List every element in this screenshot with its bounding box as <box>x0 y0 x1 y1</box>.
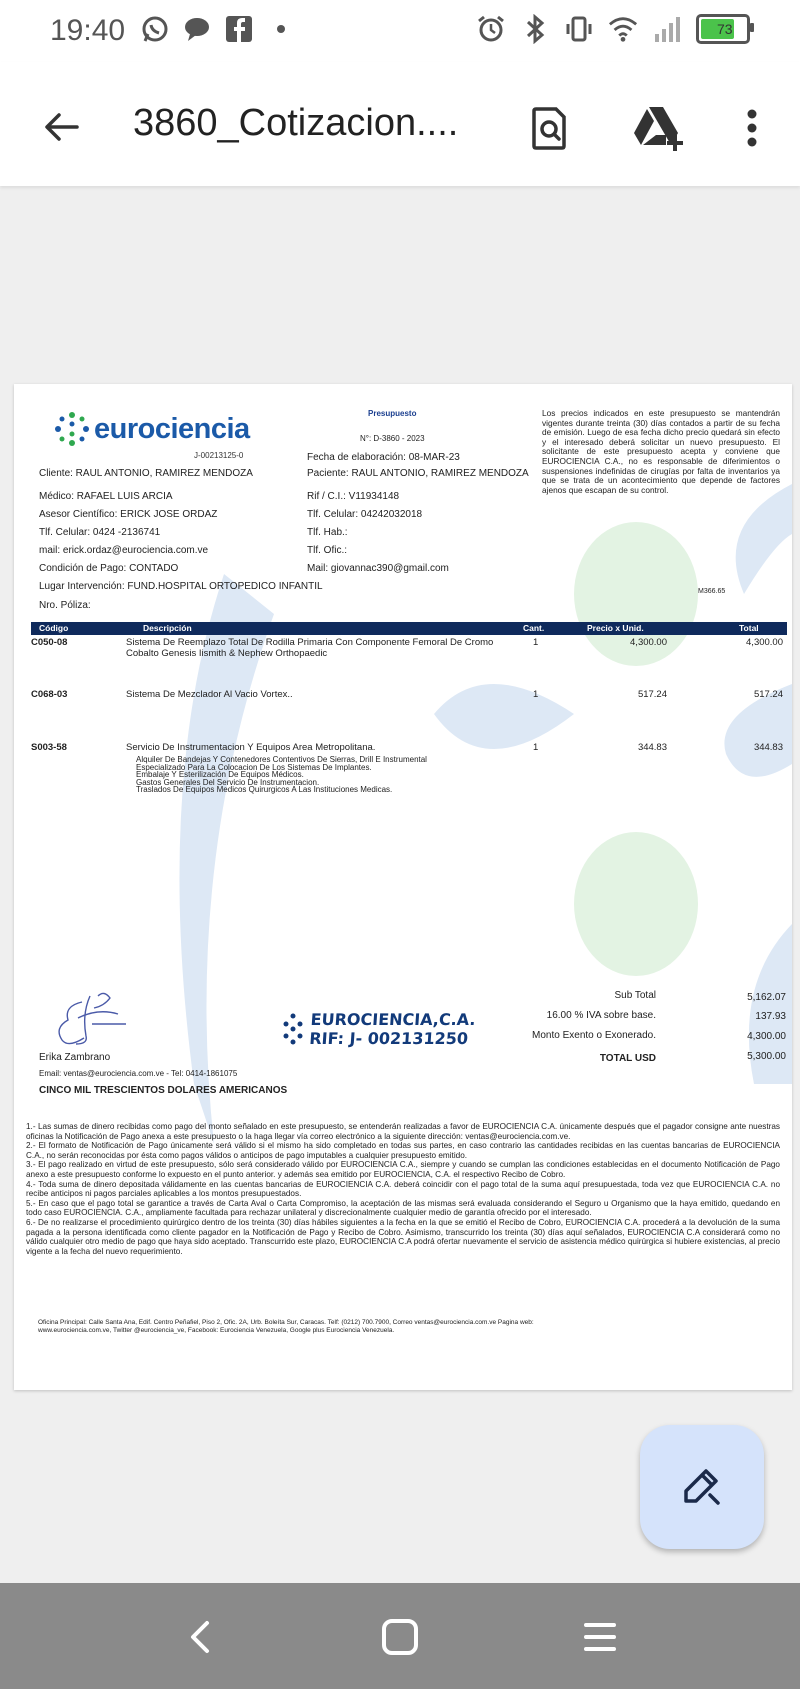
document-search-icon <box>530 106 570 150</box>
term-item: 2.- El formato de Notificación de Pago únicamente será válido si el mismo ha sido completado en todas sus partes, en caso contrario las cantidades recibidas en las cuentas bancarias de EUROCIENCIA C.A., no serán reconocidas por ésta como pagos válidos o anticipos de pago imputables a cualquier presupuesto emitido. <box>26 1141 780 1160</box>
menu-lines-icon <box>580 1619 620 1655</box>
company-logo <box>54 411 250 447</box>
subtotal-label: Sub Total <box>614 990 656 1001</box>
footer-address: Oficina Principal: Calle Santa Ana, Edif. Centro Peñafiel, Piso 2, Ofic. 2A, Urb. Boleíta Sur, Caracas. Telf: (0212) 700.7900, Correo ventas@eurociencia.com.ve Pagina web: www.eurociencia.com.ve, Twitter @eurociencia_ve, Facebook: Eurociencia Venezuela, Google plus Eurociencia Venezuela. <box>38 1319 534 1334</box>
table-row <box>31 637 787 667</box>
total-label: TOTAL USD <box>599 1053 656 1064</box>
search-document-button[interactable] <box>522 100 578 156</box>
signal-icon <box>652 14 682 44</box>
subtotal-value: 5,162.07 <box>747 992 786 1003</box>
alarm-icon <box>476 14 506 44</box>
iva-label: 16.00 % IVA sobre base. <box>546 1010 656 1021</box>
pen-edit-icon <box>680 1465 724 1509</box>
budget-heading: Presupuesto <box>368 409 417 418</box>
row-code: C050-08 <box>31 637 68 648</box>
advisor-email: mail: erick.ordaz@eurociencia.com.ve <box>39 545 209 556</box>
facebook-icon <box>224 14 254 44</box>
add-to-drive-button[interactable] <box>630 100 686 156</box>
company-stamp <box>282 1010 475 1048</box>
reference-code: M366.65 <box>698 588 726 595</box>
wifi-icon <box>608 14 638 44</box>
budget-date: Fecha de elaboración: 08-MAR-23 <box>307 452 460 463</box>
col-code: Código <box>39 623 69 633</box>
back-button[interactable] <box>36 102 86 152</box>
patient-email: Mail: giovannac390@gmail.com <box>307 563 449 574</box>
vibrate-icon <box>564 14 594 44</box>
row-qty: 1 <box>533 637 539 648</box>
company-rif: J-00213125-0 <box>194 451 244 460</box>
list-item: Embalaje Y Esterilización De Equipos Médicos. <box>136 770 304 779</box>
signer-contact: Email: ventas@eurociencia.com.ve - Tel: 0414-1861075 <box>39 1069 238 1078</box>
eurociencia-logo-icon <box>54 411 90 447</box>
exento-label: Monto Exento o Exonerado. <box>532 1030 656 1041</box>
chevron-left-icon <box>185 1619 215 1655</box>
advisor-cellphone: Tlf. Celular: 0424 -2136741 <box>39 527 161 538</box>
table-row <box>31 742 787 756</box>
row-price: 344.83 <box>637 742 667 753</box>
row-qty: 1 <box>533 689 539 700</box>
edit-annotate-button[interactable] <box>640 1425 764 1549</box>
col-description: Descripción <box>143 623 192 633</box>
row-code: S003-58 <box>31 742 67 753</box>
term-item: 6.- De no realizarse el procedimiento quirúrgico dentro de los treinta (30) días hábiles siguientes a la fecha en la que se emitió el Recibo de Cobro, EUROCIENCIA C.A. procederá a la devolución de la suma pagada a la persona identificada como cliente pagador en la Notificación de Pago y Recibo de Cobro. Asimismo, transcurrido los treinta (30) días aquí señalados, EUROCIENCIA C.A considerará como no válido cualquier otro medio de pago que haya sido aceptado. Transcurrido este plazo, EUROCIENCIA C.A podrá ofertar nuevamente el servicio de asistencia médico quirúrgica si hubiere existencias, al precio vigente a la fecha del nuevo requerimiento. <box>26 1217 780 1256</box>
list-item: Alquiler De Bandejas Y Contenedores Contentivos De Sierras, Drill E Instrumental <box>136 755 427 764</box>
pdf-page[interactable] <box>14 384 792 1390</box>
table-header <box>31 622 787 635</box>
term-item: 3.- El pago realizado en virtud de este presupuesto, sólo será considerado válido por EUROCIENCIA C.A., siempre y cuando se cumplan las condiciones establecidas en el documento Notificación de Pago anexo a este presupuesto conforme lo expuesto en el punto anterior. y además sea emitido por EUROCIENCIA, C.A. el respectivo Recibo de Cobro. <box>26 1160 780 1179</box>
battery-level: 73 <box>717 21 733 37</box>
doctor-name: Médico: RAFAEL LUIS ARCIA <box>39 491 173 502</box>
term-item: 4.- Toda suma de dinero depositada válidamente en las cuentas bancarias de EUROCIENCIA C.A. deberá coincidir con el pago total de la suma aquí presupuestada, toda vez que EUROCIENCIA C.A. no recibe anticipos ni pagos parciales aplicables a los montos presupuestados. <box>26 1179 780 1199</box>
arrow-left-icon <box>41 107 81 147</box>
validity-disclaimer: Los precios indicados en este presupuesto se mantendrán vigentes durante treinta (30) días contados a partir de su fecha de emisión. Luego de esa fecha dicho precio quedará sin efecto y el interesado deberá solicitar un nuevo presupuesto. El solicitante de este presupuesto acepta y conviene que EUROCIENCIA C.A., no es responsable de diferimientos o suspensiones indefinidas de cirugías por falta de inventarios ya que se trata de un acontecimiento que depende de factores ajenos que escapan de su control. <box>542 408 780 495</box>
row-qty: 1 <box>533 742 539 753</box>
drive-add-icon <box>632 105 684 151</box>
patient-name: Paciente: RAUL ANTONIO, RAMIREZ MENDOZA <box>307 468 529 479</box>
patient-home-phone: Tlf. Hab.: <box>307 527 348 538</box>
row-description: Servicio De Instrumentacion Y Equipos Area Metropolitana. <box>126 742 376 753</box>
logo-text: eurociencia <box>94 412 250 445</box>
home-square-icon <box>380 1617 420 1657</box>
policy-number: Nro. Póliza: <box>39 600 91 611</box>
term-item: 1.- Las sumas de dinero recibidas como pago del monto señalado en este presupuesto, se entenderán realizadas a favor de EUROCIENCIA C.A. únicamente después que el pagador consigne ante nuestras oficinas la Notificación de Pago anexa a este presupuesto o la haga llegar vía correo electrónico a la siguiente dirección: ventas@eurociencia.com.ve. <box>26 1122 780 1141</box>
list-item: Gastos Generales Del Servicio De Instrumentacion. <box>136 777 320 787</box>
stamp-rif: RIF: J- 002131250 <box>308 1029 469 1048</box>
bluetooth-icon <box>520 14 550 44</box>
payment-condition: Condición de Pago: CONTADO <box>39 563 179 574</box>
budget-number: N°: D-3860 - 2023 <box>360 434 425 443</box>
app-bar <box>0 62 800 186</box>
signer-name: Erika Zambrano <box>39 1052 111 1063</box>
status-bar <box>0 0 800 62</box>
iva-value: 137.93 <box>755 1011 786 1022</box>
service-sub-items <box>136 756 427 794</box>
row-description: Sistema De Mezclador Al Vacio Vortex.. <box>126 689 293 700</box>
stamp-logo-icon <box>282 1012 304 1046</box>
signature-icon <box>52 988 132 1048</box>
row-description: Sistema De Reemplazo Total De Rodilla Primaria Con Componente Femoral De Cromo Cobalto Genesis Iismith & Nephew Orthopaedic <box>126 637 494 659</box>
list-item: Traslados De Equipos Medicos Quirurgicos A Las Instituciones Medicas. <box>136 785 393 794</box>
row-code: C068-03 <box>31 689 68 700</box>
amount-in-words: CINCO MIL TRESCIENTOS DOLARES AMERICANOS <box>39 1085 288 1096</box>
col-qty: Cant. <box>523 623 545 633</box>
battery-icon <box>696 14 750 44</box>
term-item: 5.- En caso que el pago total se garantice a través de Carta Aval o Carta Compromiso, la aceptación de las mismas será evaluada considerando el Seguro u Organismo que la haya emitido, quedando en todo caso EUROCIENCIA. C.A., ampliamente facultada para rechazar unilateral y discrecionalmente cualquier medio de garantía ofrecido por el interesado. <box>26 1198 780 1218</box>
terms-and-conditions <box>26 1122 780 1256</box>
dot-icon <box>266 14 296 44</box>
client-name: Cliente: RAUL ANTONIO, RAMIREZ MENDOZA <box>39 468 253 479</box>
intervention-place: Lugar Intervención: FUND.HOSPITAL ORTOPEDICO INFANTIL <box>39 581 323 592</box>
status-time: 19:40 <box>50 14 126 47</box>
patient-office-phone: Tlf. Ofic.: <box>307 545 347 556</box>
patient-cellphone: Tlf. Celular: 04242032018 <box>307 509 423 520</box>
nav-back-button[interactable] <box>172 1609 228 1665</box>
row-price: 517.24 <box>637 689 667 700</box>
nav-recents-button[interactable] <box>572 1609 628 1665</box>
row-total: 4,300.00 <box>746 637 783 648</box>
patient-rif: Rif / C.I.: V11934148 <box>307 491 400 502</box>
nav-home-button[interactable] <box>372 1609 428 1665</box>
col-price: Precio x Unid. <box>587 623 644 633</box>
row-total: 344.83 <box>753 742 783 753</box>
total-value: 5,300.00 <box>747 1051 786 1062</box>
list-item: Especializado Para La Colocacion De Los Sistemas De Implantes. <box>136 762 372 772</box>
stamp-company: EUROCIENCIA,C.A. <box>310 1010 477 1029</box>
exento-value: 4,300.00 <box>747 1031 786 1042</box>
row-total: 517.24 <box>753 689 783 700</box>
advisor-name: Asesor Científico: ERICK JOSE ORDAZ <box>39 509 218 520</box>
whatsapp-icon <box>140 14 170 44</box>
row-price: 4,300.00 <box>630 637 667 648</box>
table-row <box>31 689 787 703</box>
col-total: Total <box>739 623 759 633</box>
chat-icon <box>182 14 212 44</box>
more-vert-icon <box>746 108 758 148</box>
more-options-button[interactable] <box>724 100 780 156</box>
document-title: 3860_Cotizacion.... <box>133 102 459 144</box>
navigation-bar <box>0 1583 800 1689</box>
